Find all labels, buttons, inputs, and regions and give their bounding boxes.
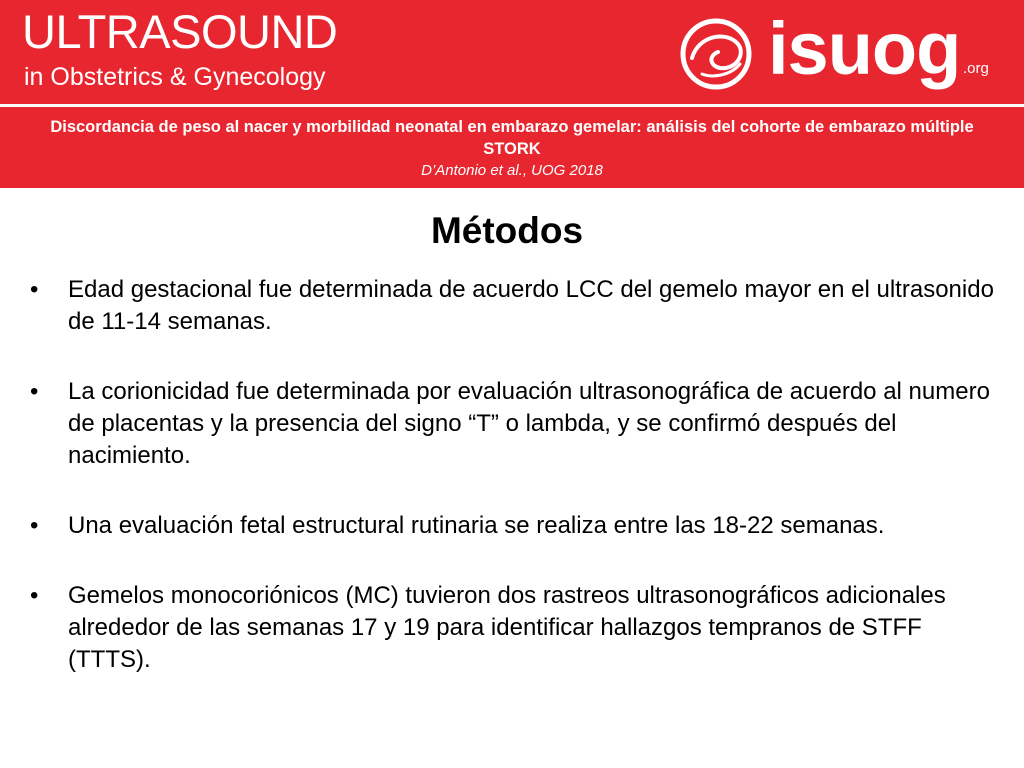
bullet-dot-icon: • — [30, 276, 39, 303]
header-divider — [0, 104, 1024, 107]
bullet-dot-icon: • — [30, 512, 39, 539]
bullet-dot-icon: • — [30, 378, 39, 405]
isuog-logo-suffix: .org — [963, 60, 989, 77]
isuog-logo-icon — [672, 14, 764, 94]
study-title: Discordancia de peso al nacer y morbilidad neonatal en embarazo gemelar: análisis del cohorte de embarazo múltiple STORK — [50, 118, 974, 158]
isuog-logo — [672, 7, 1002, 98]
journal-title: ULTRASOUND — [22, 5, 338, 58]
header-banner — [0, 0, 1024, 188]
bullet-list — [30, 274, 1000, 714]
bullet-dot-icon: • — [30, 582, 39, 609]
bullet-text: Edad gestacional fue determinada de acuerdo LCC del gemelo mayor en el ultrasonido de 11-14 semanas. — [68, 276, 994, 335]
section-title: Métodos — [430, 210, 584, 251]
isuog-logo-text: isuog — [768, 7, 961, 90]
bullet-text: Una evaluación fetal estructural rutinaria se realiza entre las 18-22 semanas. — [68, 512, 885, 539]
journal-subtitle: in Obstetrics & Gynecology — [24, 63, 326, 91]
bullet-item — [30, 376, 1000, 472]
bullet-item — [30, 580, 1000, 676]
bullet-text: La corionicidad fue determinada por evaluación ultrasonográfica de acuerdo al numero de placentas y la presencia del signo “T” o lambda, y se confirmó después del nacimiento. — [68, 378, 990, 469]
bullet-item — [30, 510, 1000, 542]
study-citation: D’Antonio et al., UOG 2018 — [421, 162, 603, 179]
bullet-text: Gemelos monocoriónicos (MC) tuvieron dos rastreos ultrasonográficos adicionales alrededor de las semanas 17 y 19 para identificar hallazgos tempranos de STFF (TTTS). — [68, 582, 946, 673]
bullet-item — [30, 274, 1000, 338]
